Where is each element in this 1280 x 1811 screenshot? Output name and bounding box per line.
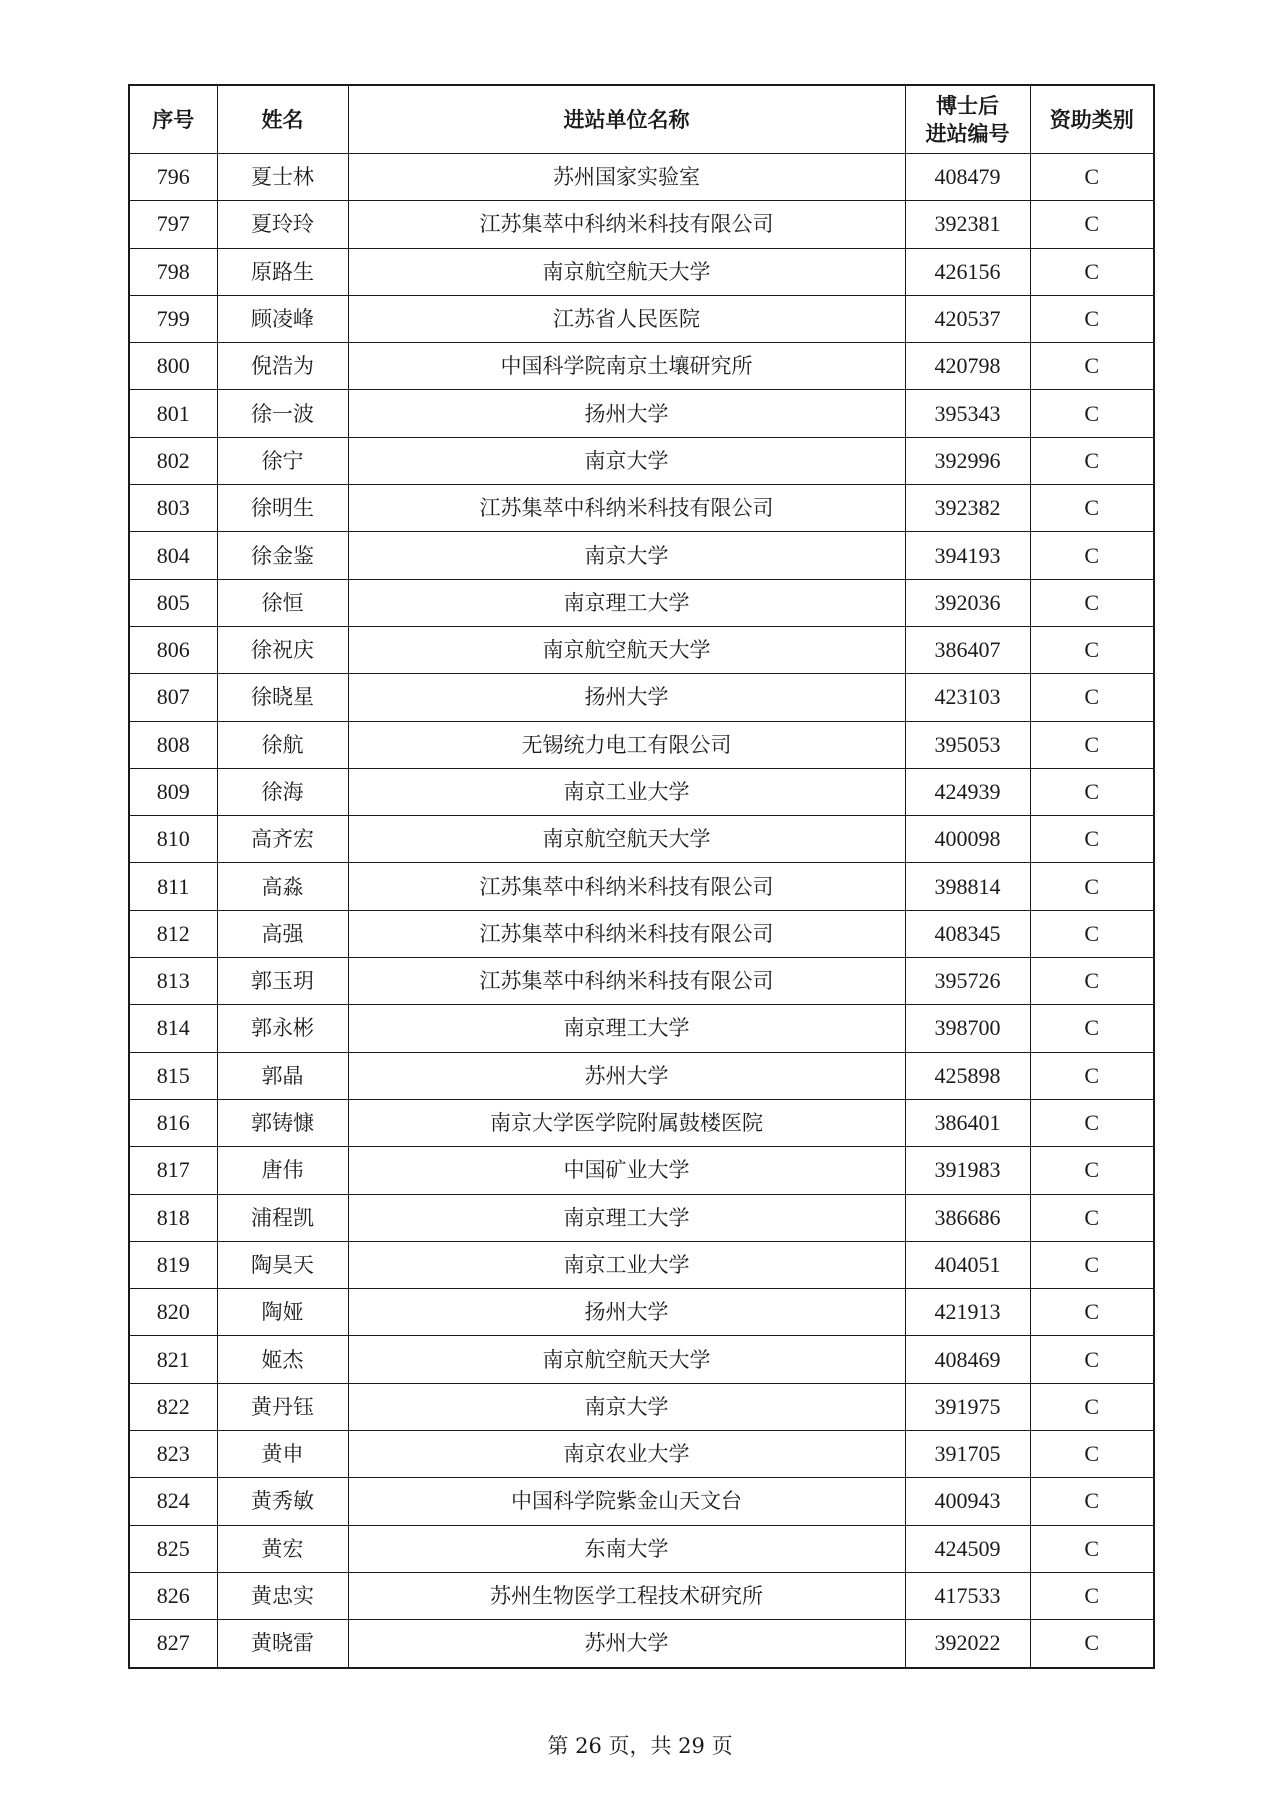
table-row: [129, 910, 1154, 957]
cell-type: C: [1030, 1478, 1154, 1525]
cell-name: 徐晓星: [217, 674, 348, 721]
cell-seq: 799: [129, 295, 217, 342]
table-row: [129, 1383, 1154, 1430]
table-row: [129, 1005, 1154, 1052]
cell-type: C: [1030, 248, 1154, 295]
cell-type: C: [1030, 1289, 1154, 1336]
cell-code: 386407: [905, 626, 1030, 673]
cell-type: C: [1030, 1572, 1154, 1619]
cell-code: 398700: [905, 1005, 1030, 1052]
cell-unit: 江苏集萃中科纳米科技有限公司: [348, 863, 905, 910]
cell-name: 高强: [217, 910, 348, 957]
cell-name: 黄秀敏: [217, 1478, 348, 1525]
cell-seq: 803: [129, 485, 217, 532]
cell-type: C: [1030, 1052, 1154, 1099]
cell-type: C: [1030, 1099, 1154, 1146]
cell-name: 姬杰: [217, 1336, 348, 1383]
cell-code: 392996: [905, 437, 1030, 484]
cell-seq: 818: [129, 1194, 217, 1241]
cell-type: C: [1030, 1005, 1154, 1052]
table-row: [129, 1478, 1154, 1525]
table-row: [129, 248, 1154, 295]
cell-name: 郭晶: [217, 1052, 348, 1099]
cell-name: 徐海: [217, 768, 348, 815]
cell-name: 黄晓雷: [217, 1620, 348, 1668]
table-row: [129, 1147, 1154, 1194]
cell-seq: 827: [129, 1620, 217, 1668]
cell-type: C: [1030, 579, 1154, 626]
cell-unit: 南京大学医学院附属鼓楼医院: [348, 1099, 905, 1146]
cell-name: 原路生: [217, 248, 348, 295]
cell-seq: 817: [129, 1147, 217, 1194]
cell-type: C: [1030, 295, 1154, 342]
cell-code: 424509: [905, 1525, 1030, 1572]
cell-name: 黄丹钰: [217, 1383, 348, 1430]
cell-unit: 南京农业大学: [348, 1431, 905, 1478]
cell-code: 395726: [905, 958, 1030, 1005]
cell-unit: 扬州大学: [348, 674, 905, 721]
cell-seq: 826: [129, 1572, 217, 1619]
cell-unit: 苏州国家实验室: [348, 154, 905, 201]
table-row: [129, 1194, 1154, 1241]
table-row: [129, 1052, 1154, 1099]
cell-seq: 796: [129, 154, 217, 201]
cell-type: C: [1030, 1147, 1154, 1194]
cell-code: 424939: [905, 768, 1030, 815]
table-row: [129, 1572, 1154, 1619]
table-row: [129, 1241, 1154, 1288]
cell-name: 高齐宏: [217, 816, 348, 863]
cell-type: C: [1030, 1620, 1154, 1668]
cell-unit: 南京理工大学: [348, 579, 905, 626]
cell-name: 徐金鉴: [217, 532, 348, 579]
cell-seq: 822: [129, 1383, 217, 1430]
cell-unit: 南京大学: [348, 532, 905, 579]
cell-code: 425898: [905, 1052, 1030, 1099]
cell-type: C: [1030, 863, 1154, 910]
cell-code: 426156: [905, 248, 1030, 295]
cell-type: C: [1030, 1431, 1154, 1478]
cell-code: 395343: [905, 390, 1030, 437]
cell-name: 黄申: [217, 1431, 348, 1478]
cell-unit: 江苏集萃中科纳米科技有限公司: [348, 910, 905, 957]
table-row: [129, 1336, 1154, 1383]
cell-seq: 812: [129, 910, 217, 957]
cell-code: 392036: [905, 579, 1030, 626]
cell-unit: 江苏集萃中科纳米科技有限公司: [348, 485, 905, 532]
cell-name: 郭玉玥: [217, 958, 348, 1005]
cell-unit: 无锡统力电工有限公司: [348, 721, 905, 768]
cell-type: C: [1030, 1383, 1154, 1430]
table-row: [129, 201, 1154, 248]
cell-seq: 820: [129, 1289, 217, 1336]
cell-unit: 中国科学院南京土壤研究所: [348, 343, 905, 390]
cell-code: 392022: [905, 1620, 1030, 1668]
cell-seq: 809: [129, 768, 217, 815]
table-body: [129, 154, 1154, 1668]
funding-list-table: [128, 84, 1155, 1669]
cell-type: C: [1030, 390, 1154, 437]
cell-name: 唐伟: [217, 1147, 348, 1194]
cell-name: 陶昊天: [217, 1241, 348, 1288]
cell-seq: 798: [129, 248, 217, 295]
header-code-line1: 博士后: [936, 93, 999, 118]
cell-seq: 816: [129, 1099, 217, 1146]
cell-code: 417533: [905, 1572, 1030, 1619]
cell-unit: 南京理工大学: [348, 1194, 905, 1241]
header-code-line2: 进站编号: [925, 121, 1010, 146]
cell-name: 陶娅: [217, 1289, 348, 1336]
table-row: [129, 154, 1154, 201]
cell-type: C: [1030, 958, 1154, 1005]
cell-type: C: [1030, 532, 1154, 579]
cell-type: C: [1030, 437, 1154, 484]
cell-unit: 江苏集萃中科纳米科技有限公司: [348, 201, 905, 248]
cell-seq: 813: [129, 958, 217, 1005]
cell-seq: 819: [129, 1241, 217, 1288]
cell-type: C: [1030, 343, 1154, 390]
table-row: [129, 532, 1154, 579]
cell-unit: 扬州大学: [348, 1289, 905, 1336]
header-unit: 进站单位名称: [348, 85, 905, 154]
cell-unit: 中国矿业大学: [348, 1147, 905, 1194]
cell-seq: 808: [129, 721, 217, 768]
cell-unit: 苏州大学: [348, 1620, 905, 1668]
cell-seq: 810: [129, 816, 217, 863]
cell-unit: 南京理工大学: [348, 1005, 905, 1052]
cell-name: 徐航: [217, 721, 348, 768]
cell-seq: 805: [129, 579, 217, 626]
table-row: [129, 674, 1154, 721]
cell-code: 386401: [905, 1099, 1030, 1146]
cell-name: 夏士林: [217, 154, 348, 201]
cell-name: 浦程凯: [217, 1194, 348, 1241]
cell-unit: 南京航空航天大学: [348, 248, 905, 295]
cell-seq: 823: [129, 1431, 217, 1478]
header-code: [905, 85, 1030, 154]
cell-name: 郭永彬: [217, 1005, 348, 1052]
cell-code: 391983: [905, 1147, 1030, 1194]
cell-seq: 802: [129, 437, 217, 484]
cell-type: C: [1030, 1194, 1154, 1241]
table-row: [129, 343, 1154, 390]
cell-unit: 江苏集萃中科纳米科技有限公司: [348, 958, 905, 1005]
cell-code: 423103: [905, 674, 1030, 721]
page-number: 第 26 页，共 29 页: [547, 1734, 733, 1758]
cell-seq: 814: [129, 1005, 217, 1052]
table-row: [129, 721, 1154, 768]
cell-seq: 824: [129, 1478, 217, 1525]
cell-type: C: [1030, 626, 1154, 673]
cell-type: C: [1030, 485, 1154, 532]
header-name: 姓名: [217, 85, 348, 154]
cell-unit: 东南大学: [348, 1525, 905, 1572]
cell-seq: 800: [129, 343, 217, 390]
cell-type: C: [1030, 1336, 1154, 1383]
cell-seq: 825: [129, 1525, 217, 1572]
cell-code: 391705: [905, 1431, 1030, 1478]
table-row: [129, 1525, 1154, 1572]
table-row: [129, 390, 1154, 437]
header-type: 资助类别: [1030, 85, 1154, 154]
cell-seq: 821: [129, 1336, 217, 1383]
cell-unit: 南京工业大学: [348, 1241, 905, 1288]
header-seq: 序号: [129, 85, 217, 154]
cell-type: C: [1030, 1525, 1154, 1572]
cell-type: C: [1030, 816, 1154, 863]
cell-type: C: [1030, 768, 1154, 815]
table-row: [129, 863, 1154, 910]
cell-code: 404051: [905, 1241, 1030, 1288]
table-row: [129, 295, 1154, 342]
cell-unit: 苏州大学: [348, 1052, 905, 1099]
cell-seq: 806: [129, 626, 217, 673]
cell-unit: 中国科学院紫金山天文台: [348, 1478, 905, 1525]
cell-type: C: [1030, 1241, 1154, 1288]
table-row: [129, 958, 1154, 1005]
cell-code: 420798: [905, 343, 1030, 390]
cell-name: 徐恒: [217, 579, 348, 626]
cell-type: C: [1030, 721, 1154, 768]
cell-code: 420537: [905, 295, 1030, 342]
cell-name: 徐祝庆: [217, 626, 348, 673]
cell-name: 黄忠实: [217, 1572, 348, 1619]
cell-code: 408479: [905, 154, 1030, 201]
cell-code: 400943: [905, 1478, 1030, 1525]
cell-code: 392381: [905, 201, 1030, 248]
cell-type: C: [1030, 201, 1154, 248]
cell-unit: 扬州大学: [348, 390, 905, 437]
table-row: [129, 579, 1154, 626]
cell-name: 夏玲玲: [217, 201, 348, 248]
cell-code: 395053: [905, 721, 1030, 768]
cell-unit: 南京航空航天大学: [348, 816, 905, 863]
cell-code: 394193: [905, 532, 1030, 579]
cell-unit: 南京航空航天大学: [348, 626, 905, 673]
cell-name: 倪浩为: [217, 343, 348, 390]
table-row: [129, 1289, 1154, 1336]
table-row: [129, 1620, 1154, 1668]
cell-name: 郭铸慷: [217, 1099, 348, 1146]
table-row: [129, 1431, 1154, 1478]
cell-code: 408469: [905, 1336, 1030, 1383]
cell-seq: 815: [129, 1052, 217, 1099]
cell-seq: 811: [129, 863, 217, 910]
cell-seq: 801: [129, 390, 217, 437]
cell-name: 徐宁: [217, 437, 348, 484]
cell-name: 徐一波: [217, 390, 348, 437]
cell-type: C: [1030, 674, 1154, 721]
cell-code: 398814: [905, 863, 1030, 910]
cell-seq: 804: [129, 532, 217, 579]
cell-name: 高淼: [217, 863, 348, 910]
cell-unit: 江苏省人民医院: [348, 295, 905, 342]
table-row: [129, 816, 1154, 863]
cell-unit: 苏州生物医学工程技术研究所: [348, 1572, 905, 1619]
table-row: [129, 485, 1154, 532]
table-row: [129, 626, 1154, 673]
cell-unit: 南京工业大学: [348, 768, 905, 815]
cell-code: 391975: [905, 1383, 1030, 1430]
cell-code: 392382: [905, 485, 1030, 532]
cell-code: 421913: [905, 1289, 1030, 1336]
table-row: [129, 768, 1154, 815]
cell-seq: 807: [129, 674, 217, 721]
header-row: [129, 85, 1154, 154]
cell-unit: 南京大学: [348, 437, 905, 484]
cell-code: 386686: [905, 1194, 1030, 1241]
cell-unit: 南京航空航天大学: [348, 1336, 905, 1383]
cell-code: 408345: [905, 910, 1030, 957]
table-header: [129, 85, 1154, 154]
cell-code: 400098: [905, 816, 1030, 863]
table-row: [129, 437, 1154, 484]
cell-name: 徐明生: [217, 485, 348, 532]
cell-type: C: [1030, 154, 1154, 201]
table-row: [129, 1099, 1154, 1146]
cell-type: C: [1030, 910, 1154, 957]
cell-unit: 南京大学: [348, 1383, 905, 1430]
cell-name: 顾凌峰: [217, 295, 348, 342]
cell-name: 黄宏: [217, 1525, 348, 1572]
cell-seq: 797: [129, 201, 217, 248]
